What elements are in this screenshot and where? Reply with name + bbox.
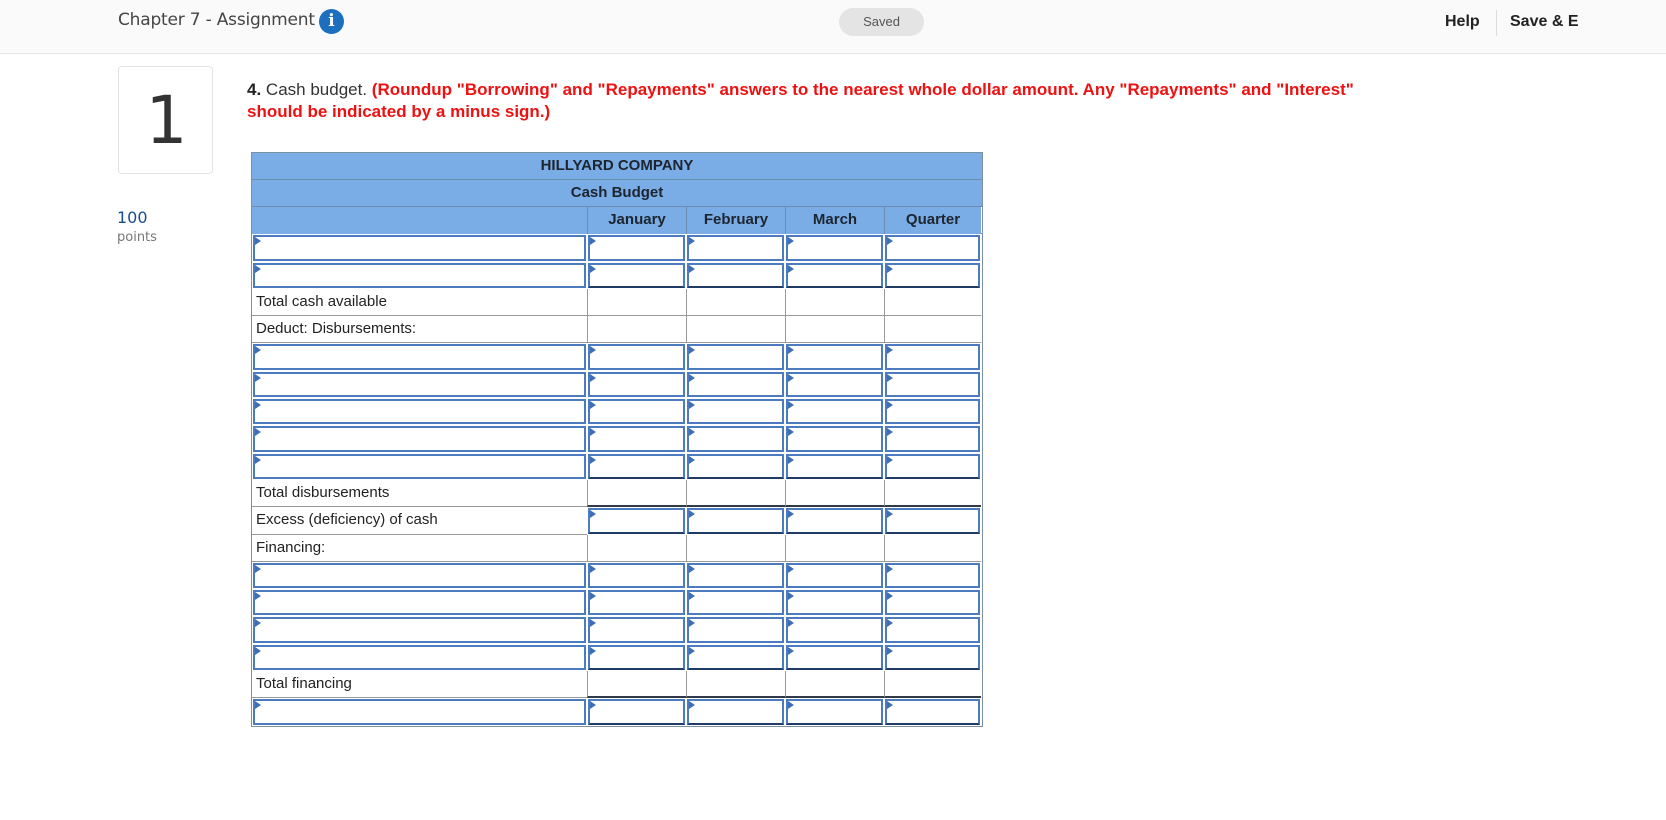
dropdown-marker-icon xyxy=(788,456,794,464)
dropdown-marker-icon xyxy=(255,346,261,354)
total-financing-january xyxy=(587,671,686,698)
dropdown-marker-icon xyxy=(788,265,794,273)
quarter-input[interactable] xyxy=(885,699,980,724)
february-input[interactable] xyxy=(687,645,784,670)
empty-cell xyxy=(785,535,884,562)
dropdown-marker-icon xyxy=(788,374,794,382)
january-input[interactable] xyxy=(588,590,685,615)
march-input[interactable] xyxy=(786,344,883,369)
column-header-row xyxy=(252,207,982,234)
part-title: Cash budget. xyxy=(265,80,368,99)
quarter-input[interactable] xyxy=(885,426,980,451)
march-input[interactable] xyxy=(786,454,883,479)
january-input[interactable] xyxy=(588,263,685,288)
quarter-input[interactable] xyxy=(885,590,980,615)
empty-cell xyxy=(884,535,981,562)
saved-status-badge: Saved xyxy=(839,8,924,36)
dropdown-marker-icon xyxy=(689,401,695,409)
dropdown-marker-icon xyxy=(590,265,596,273)
quarter-input[interactable] xyxy=(885,645,980,670)
info-icon[interactable]: i xyxy=(319,9,344,34)
dropdown-marker-icon xyxy=(689,592,695,600)
empty-cell xyxy=(587,316,686,343)
january-input[interactable] xyxy=(588,563,685,588)
excess-january-input[interactable] xyxy=(588,508,685,533)
january-input[interactable] xyxy=(588,645,685,670)
dropdown-marker-icon xyxy=(788,401,794,409)
question-number-box xyxy=(118,66,213,174)
february-input[interactable] xyxy=(687,344,784,369)
dropdown-marker-icon xyxy=(788,701,794,709)
points-label: points xyxy=(117,230,157,245)
row-label-input[interactable] xyxy=(253,372,586,397)
january-input[interactable] xyxy=(588,399,685,424)
financing-label: Financing: xyxy=(252,535,587,562)
february-input[interactable] xyxy=(687,372,784,397)
total-cash-available-march xyxy=(785,289,884,316)
deduct-disbursements-label: Deduct: Disbursements: xyxy=(252,316,587,343)
dropdown-marker-icon xyxy=(689,265,695,273)
points-value: 100 xyxy=(117,208,148,227)
input-row xyxy=(252,453,982,480)
february-input[interactable] xyxy=(687,699,784,724)
dropdown-marker-icon xyxy=(689,510,695,518)
row-label-input[interactable] xyxy=(253,454,586,479)
excess-deficiency-row xyxy=(252,507,982,534)
dropdown-marker-icon xyxy=(788,647,794,655)
total-financing-row xyxy=(252,671,982,698)
excess-quarter-input[interactable] xyxy=(885,508,980,533)
dropdown-marker-icon xyxy=(689,647,695,655)
input-row xyxy=(252,234,982,261)
january-input[interactable] xyxy=(588,372,685,397)
january-input[interactable] xyxy=(588,699,685,724)
january-input[interactable] xyxy=(588,344,685,369)
total-disbursements-label: Total disbursements xyxy=(252,480,587,507)
february-input[interactable] xyxy=(687,590,784,615)
instruction-text: (Roundup "Borrowing" and "Repayments" answers to the nearest whole dollar amount. Any "Repayments" and "Interest" should be indicated by a minus sign.) xyxy=(247,80,1354,121)
total-financing-march xyxy=(785,671,884,698)
january-input[interactable] xyxy=(588,617,685,642)
dropdown-marker-icon xyxy=(788,510,794,518)
total-disbursements-february xyxy=(686,480,785,507)
input-row xyxy=(252,371,982,398)
column-header-january: January xyxy=(587,207,686,234)
march-input[interactable] xyxy=(786,399,883,424)
total-cash-available-january xyxy=(587,289,686,316)
dropdown-marker-icon xyxy=(788,237,794,245)
header-divider xyxy=(1496,10,1497,36)
assignment-title: Chapter 7 - Assignment xyxy=(118,10,315,30)
quarter-input[interactable] xyxy=(885,399,980,424)
dropdown-marker-icon xyxy=(255,237,261,245)
total-disbursements-january xyxy=(587,480,686,507)
february-input[interactable] xyxy=(687,563,784,588)
excess-deficiency-label: Excess (deficiency) of cash xyxy=(252,507,587,534)
total-cash-available-label: Total cash available xyxy=(252,289,587,316)
dropdown-marker-icon xyxy=(689,456,695,464)
row-label-input[interactable] xyxy=(253,645,586,670)
empty-cell xyxy=(785,316,884,343)
dropdown-marker-icon xyxy=(788,619,794,627)
march-input[interactable] xyxy=(786,563,883,588)
march-input[interactable] xyxy=(786,263,883,288)
input-row xyxy=(252,262,982,289)
dropdown-marker-icon xyxy=(590,619,596,627)
total-disbursements-quarter xyxy=(884,480,981,507)
dropdown-marker-icon xyxy=(887,401,893,409)
excess-february-input[interactable] xyxy=(687,508,784,533)
dropdown-marker-icon xyxy=(689,374,695,382)
dropdown-marker-icon xyxy=(887,565,893,573)
quarter-input[interactable] xyxy=(885,263,980,288)
february-input[interactable] xyxy=(687,454,784,479)
dropdown-marker-icon xyxy=(887,592,893,600)
quarter-input[interactable] xyxy=(885,372,980,397)
march-input[interactable] xyxy=(786,372,883,397)
dropdown-marker-icon xyxy=(887,374,893,382)
deduct-disbursements-row xyxy=(252,316,982,343)
dropdown-marker-icon xyxy=(788,565,794,573)
total-cash-available-quarter xyxy=(884,289,981,316)
dropdown-marker-icon xyxy=(590,565,596,573)
dropdown-marker-icon xyxy=(689,701,695,709)
february-input[interactable] xyxy=(687,617,784,642)
row-label-input[interactable] xyxy=(253,699,586,724)
march-input[interactable] xyxy=(786,699,883,724)
dropdown-marker-icon xyxy=(689,565,695,573)
march-input[interactable] xyxy=(786,426,883,451)
dropdown-marker-icon xyxy=(255,647,261,655)
row-label-input[interactable] xyxy=(253,235,586,260)
dropdown-marker-icon xyxy=(255,592,261,600)
dropdown-marker-icon xyxy=(887,701,893,709)
company-name: HILLYARD COMPANY xyxy=(252,153,982,180)
dropdown-marker-icon xyxy=(887,346,893,354)
dropdown-marker-icon xyxy=(590,701,596,709)
part-number: 4. xyxy=(247,80,262,99)
dropdown-marker-icon xyxy=(590,346,596,354)
empty-cell xyxy=(587,535,686,562)
empty-cell xyxy=(884,316,981,343)
dropdown-marker-icon xyxy=(887,619,893,627)
empty-cell xyxy=(686,316,785,343)
dropdown-marker-icon xyxy=(590,647,596,655)
dropdown-marker-icon xyxy=(689,346,695,354)
input-row xyxy=(252,589,982,616)
dropdown-marker-icon xyxy=(887,237,893,245)
dropdown-marker-icon xyxy=(689,619,695,627)
empty-cell xyxy=(686,535,785,562)
total-disbursements-row xyxy=(252,480,982,507)
dropdown-marker-icon xyxy=(255,374,261,382)
row-label-input[interactable] xyxy=(253,563,586,588)
dropdown-marker-icon xyxy=(255,428,261,436)
question-prompt xyxy=(247,79,1357,123)
column-header-march: March xyxy=(785,207,884,234)
row-label-input[interactable] xyxy=(253,399,586,424)
february-input[interactable] xyxy=(687,263,784,288)
dropdown-marker-icon xyxy=(689,428,695,436)
february-input[interactable] xyxy=(687,235,784,260)
quarter-input[interactable] xyxy=(885,617,980,642)
dropdown-marker-icon xyxy=(590,592,596,600)
row-label-input[interactable] xyxy=(253,263,586,288)
quarter-input[interactable] xyxy=(885,235,980,260)
dropdown-marker-icon xyxy=(887,428,893,436)
input-row xyxy=(252,698,982,725)
january-input[interactable] xyxy=(588,426,685,451)
quarter-input[interactable] xyxy=(885,454,980,479)
january-input[interactable] xyxy=(588,454,685,479)
dropdown-marker-icon xyxy=(788,428,794,436)
dropdown-marker-icon xyxy=(255,565,261,573)
march-input[interactable] xyxy=(786,645,883,670)
row-label-input[interactable] xyxy=(253,426,586,451)
dropdown-marker-icon xyxy=(887,456,893,464)
dropdown-marker-icon xyxy=(590,237,596,245)
column-header-blank xyxy=(252,207,587,234)
dropdown-marker-icon xyxy=(887,647,893,655)
total-financing-february xyxy=(686,671,785,698)
help-button[interactable]: Help xyxy=(1445,13,1480,30)
dropdown-marker-icon xyxy=(887,265,893,273)
dropdown-marker-icon xyxy=(255,456,261,464)
question-number: 1 xyxy=(145,82,188,159)
dropdown-marker-icon xyxy=(689,237,695,245)
february-input[interactable] xyxy=(687,399,784,424)
dropdown-marker-icon xyxy=(255,401,261,409)
dropdown-marker-icon xyxy=(255,619,261,627)
input-row xyxy=(252,425,982,452)
february-input[interactable] xyxy=(687,426,784,451)
total-financing-quarter xyxy=(884,671,981,698)
dropdown-marker-icon xyxy=(590,428,596,436)
dropdown-marker-icon xyxy=(590,510,596,518)
quarter-input[interactable] xyxy=(885,563,980,588)
dropdown-marker-icon xyxy=(887,510,893,518)
dropdown-marker-icon xyxy=(590,374,596,382)
top-header xyxy=(0,0,1666,54)
total-disbursements-march xyxy=(785,480,884,507)
input-row xyxy=(252,616,982,643)
column-header-february: February xyxy=(686,207,785,234)
excess-march-input[interactable] xyxy=(786,508,883,533)
dropdown-marker-icon xyxy=(590,401,596,409)
row-label-input[interactable] xyxy=(253,590,586,615)
dropdown-marker-icon xyxy=(788,592,794,600)
input-row xyxy=(252,644,982,671)
financing-row xyxy=(252,535,982,562)
dropdown-marker-icon xyxy=(788,346,794,354)
cash-budget-table xyxy=(251,152,983,727)
statement-title: Cash Budget xyxy=(252,180,982,207)
save-exit-button[interactable]: Save & E xyxy=(1510,13,1579,30)
column-header-quarter: Quarter xyxy=(884,207,981,234)
row-label-input[interactable] xyxy=(253,617,586,642)
dropdown-marker-icon xyxy=(255,701,261,709)
input-row xyxy=(252,398,982,425)
input-row xyxy=(252,343,982,370)
row-label-input[interactable] xyxy=(253,344,586,369)
dropdown-marker-icon xyxy=(590,456,596,464)
total-financing-label: Total financing xyxy=(252,671,587,698)
total-cash-available-row xyxy=(252,289,982,316)
quarter-input[interactable] xyxy=(885,344,980,369)
dropdown-marker-icon xyxy=(255,265,261,273)
march-input[interactable] xyxy=(786,590,883,615)
march-input[interactable] xyxy=(786,235,883,260)
january-input[interactable] xyxy=(588,235,685,260)
march-input[interactable] xyxy=(786,617,883,642)
total-cash-available-february xyxy=(686,289,785,316)
input-row xyxy=(252,562,982,589)
